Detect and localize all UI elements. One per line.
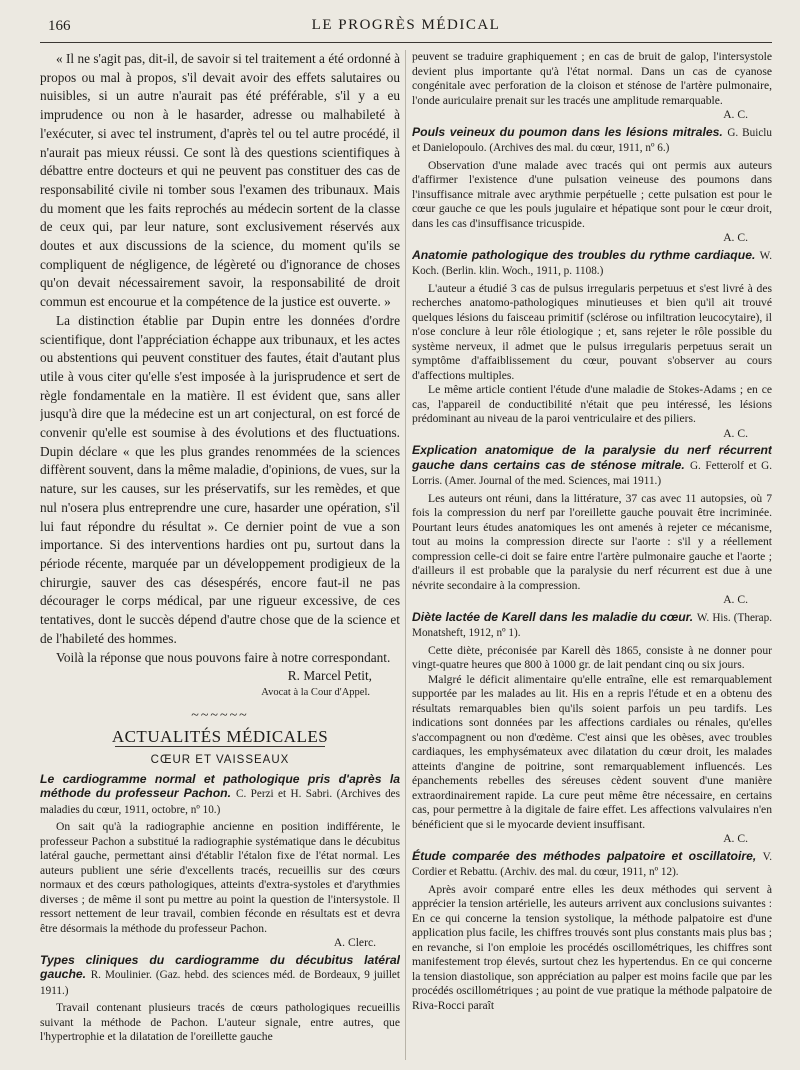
article-body: Observation d'une malade avec tracés qui ont permis aux auteurs d'affirmer l'existence d'une pulsation veineuse des poumons dans l'insuffisance mitrale avec arythmie perpétuelle ; cette pulsation est pour le cœur gauche ce que les pouls jugulaire et hépatique sont pour le cœur droit, dans les cas d'insuffisance tricuspide. — [412, 158, 772, 230]
article-body: Travail contenant plusieurs tracés de cœurs pathologiques recueillis suivant la méthode de Pachon. L'auteur signale, entre autres, que l'hypertrophie et la dilatation de l'oreillette gauche — [40, 1001, 400, 1044]
article-reference: V. Cordier et Rebattu. (Archiv. des mal. du cœur, 1911, nº 12). — [412, 850, 772, 878]
article-heading — [40, 772, 400, 818]
article-signoff: A. Clerc. — [333, 936, 376, 950]
article-title: Types cliniques du cardiogramme du décubitus latéral gauche. — [40, 952, 400, 982]
article-title: Explication anatomique de la paralysie du nerf récurrent gauche dans certains cas de sténose mitrale. — [412, 443, 772, 472]
page-header — [40, 14, 772, 43]
ornament-divider: ~~~~~~ — [191, 708, 249, 724]
article-reference: R. Moulinier. (Gaz. hebd. des sciences méd. de Bordeaux, 9 juillet 1911.) — [40, 969, 400, 997]
signature-name: R. Marcel Petit, — [287, 668, 372, 684]
article-reference: C. Perzi et H. Sabri. (Archives des maladies du cœur, 1911, octobre, nº 10.) — [40, 788, 400, 816]
section-title: ACTUALITÉS MÉDICALES — [111, 726, 329, 746]
article-body: peuvent se traduire graphiquement ; en cas de bruit de galop, l'intersystole devient plus importante qu'à l'état normal. Dans un cas de cyanose congénitale avec perforation de la cloison et sténose de l'artère pulmonaire, l'onde auriculaire prenait sur les tracés une amplitude remarquable. — [412, 50, 772, 107]
article-title: Étude comparée des méthodes palpatoire et oscillatoire, — [412, 848, 757, 863]
article-reference: W. Koch. (Berlin. klin. Woch., 1911, p. 1108.) — [412, 249, 772, 277]
journal-title: LE PROGRÈS MÉDICAL — [311, 17, 501, 33]
quote-paragraph: « Il ne s'agit pas, dit-il, de savoir si tel traitement a été ordonné à propos ou mal à propos, s'il devait avoir des effets salutaires ou nuisibles, si un autre n'aurait pas été préférable, s'il y a eu imprudence ou non à le hasarder, adresse ou malhabileté à l'exécuter, si avec tel instrument, d'après tel ou tel autre procédé, il n'aurait pas mieux réussi. Ce sont là des questions scientifiques à débattre entre docteurs et qui ne peuvent pas constituer des cas de responsabilité civile ni tomber sous l'examen des tribunaux. Mais du moment que les faits reprochés au médecin sortent de la classe de ceux qui, par leur nature, sont exclusivement réservés aux doutes et aux discussions de la science, du moment qu'ils se compliquent de négligence, de légèreté ou d'ignorance de choses qu'on devait nécessairement savoir, la responsabilité de droit commun est encourue et la compétence de la justice est ouverte. » — [40, 51, 400, 310]
article-body: L'auteur a étudié 3 cas de pulsus irregularis perpetuus et s'est livré à des recherches anatomo-pathologiques minutieuses et bien qu'il ait trouvé quelques lésions du faisceau primitif (sclérose ou infiltration leucocytaire), il n'ose conclure à leur rôle étiologique ; et, sans rejeter le rôle possible du système nerveux, il admet que le pulsus irregularis perpetuus serait un symptôme d'affaiblissement du cœur, pouvant s'observer au cours d'affections multiples. — [412, 281, 772, 382]
signature — [40, 667, 400, 700]
article-body: Cette diète, préconisée par Karell dès 1865, consiste à ne donner pour vingt-quatre heures que 800 à 1000 gr. de lait pendant cinq ou six jours. — [412, 643, 772, 671]
article-body: Les auteurs ont réuni, dans la littérature, 37 cas avec 11 autopsies, où 7 fois la compression du nerf par l'oreillette gauche pouvait être incriminée. Pourtant leurs études anatomiques les ont amenés à rejeter ce mécanisme, tout au moins la compression directe sur l'aorte : s'il y a réellement compression celle-ci doit se faire entre l'artère pulmonaire gauche et l'aorte ; d'ailleurs il est probable que la paralysie du nerf récurrent est due à une névrite secondaire à la compression. — [412, 491, 772, 592]
article-body: Malgré le déficit alimentaire qu'elle entraîne, elle est remarquablement supportée par les malades au lit. His en a repris l'étude et en a obtenu des résultats remarquables bien qu'ils soient parfois un peu tardifs. Les indications sont données par les affections cardiales ou rénales, qu'elles s'accompagnent ou non d'œdème. C'est ainsi que les obèses, avec troubles cardiaques, les emphysémateux avec dilatation du cœur droit, les malades atteints d'angine de poitrine, sont remarquablement influencés. Les épanchements rebelles des séreuses cèdent souvent d'une manière extraordinairement rapide. La cure peut même être nécessaire, en certains cas, pour permettre à la digitale de faire effet. Les affections valvulaires n'en bénéficient que si le myocarde devient insuffisant. — [412, 672, 772, 831]
article-title: Diète lactée de Karell dans les maladie du cœur. — [412, 609, 694, 624]
signature-role: Avocat à la Cour d'Appel. — [261, 686, 370, 698]
right-column — [412, 50, 772, 1064]
closing-paragraph: Voilà la réponse que nous pouvons faire à notre correspondant. — [56, 649, 391, 665]
article-reference: W. His. (Therap. Monatsheft, 1912, nº 1). — [412, 611, 772, 639]
left-column — [40, 50, 400, 1064]
article-body: On sait qu'à la radiographie ancienne en position indifférente, le professeur Pachon a substitué la radiographie systématique dans le décubitus latéral gauche, permettant ainsi d'établir l'étalon fixe de l'état normal. Les auteurs publient une série d'excellents tracés, recueillis sur des cœurs normaux et des cœurs pathologiques, atteints d'extra-systoles et d'arythmies diverses ; de même il sont pu mettre au point la question de l'intersystole. Il ressort nettement de leur travail, combien féconde en résultats est et devra être désormais la méthode du professeur Pachon. — [40, 820, 400, 935]
article-signoff: A. C. — [723, 593, 748, 606]
article-body: Le même article contient l'étude d'une maladie de Stokes-Adams ; en ce cas, l'appareil de conductibilité n'était que peu intéressé, les lésions prédominant au niveau de la paroi ventriculaire et des piliers. — [412, 383, 772, 425]
article-signoff: A. C. — [723, 832, 748, 845]
article-signoff: A. C. — [723, 231, 748, 244]
page-number: 166 — [48, 18, 71, 34]
article-signoff: A. C. — [723, 108, 748, 121]
article-body: Après avoir comparé entre elles les deux méthodes qui servent à apprécier la tension artérielle, les auteurs arrivent aux conclusions suivantes : En ce qui concerne la tension systolique, la méthode palpatoire est d'une application plus facile, les chiffres trouvés sont plus constants mais plus bas ; en revanche, si l'on emploie les procédés oscillométriques, les chiffres sont manifestement trop élevés, surtout chez les hypertendus. En ce qui concerne la tension diastolique, son appréciation au palper est moins facile que par les procédés oscillométriques ; au point de vue pratique la méthode palpatoire de Riva-Rocci paraît — [412, 882, 772, 1012]
article-title: Pouls veineux du poumon dans les lésions mitrales. — [412, 124, 723, 139]
article-title: Le cardiogramme normal et pathologique pris d'après la méthode du professeur Pachon. — [40, 771, 400, 801]
subsection-title: CŒUR ET VAISSEAUX — [150, 754, 290, 767]
column-rule — [405, 50, 406, 1060]
section-rule — [115, 746, 325, 747]
article-reference: G. Fetterolf et G. Lorris. (Amer. Journal of the med. Sciences, mai 1911.) — [412, 459, 772, 487]
article-heading — [40, 953, 400, 999]
body-paragraph: La distinction établie par Dupin entre les données d'ordre scientifique, dont l'appréciation échappe aux tribunaux, et les actes ou abstentions qui peuvent constituer des fautes, était d'autant plus utile à vous citer qu'elle s'est imposée à la jurisprudence et sert de règle fondamentale en la matière. Il est évident que, sans aller jusqu'à dire que la médecine est un art conjectural, on est forcé de convenir qu'elle est soumise à des évolutions et des fluctuations. Dupin déclare « que les plus grandes renommées de la sciences diffèrent souvent, dans la même maladie, d'opinions, de vues, sur la nature, sur les causes, sur les préservatifs, sur les remèdes, et que nul n'osera plus entreprendre une cure, hasarder une opération, s'il lui faut répondre du résultat ». Ce dernier point de vue a son importance. Si des interventions hardies ont pu, surtout dans la période récente, marquée par un développement prodigieux de la chirurgie, sauver des cas désespérés, encore faut-il ne pas décourager le corps médical, par une rigueur excessive, de ces tentatives, dont le succès dépend d'autre chose que de la science et de l'habileté des hommes. — [40, 312, 400, 646]
article-heading — [412, 125, 772, 156]
article-heading — [412, 610, 772, 641]
article-heading — [412, 849, 772, 880]
article-reference: G. Buiclu et Danielopoulo. (Archives des mal. du cœur, 1911, nº 6.) — [412, 126, 772, 154]
article-heading — [412, 248, 772, 279]
article-signoff: A. C. — [723, 426, 748, 440]
article-title: Anatomie pathologique des troubles du rythme cardiaque. — [412, 247, 756, 262]
article-heading — [412, 443, 772, 489]
